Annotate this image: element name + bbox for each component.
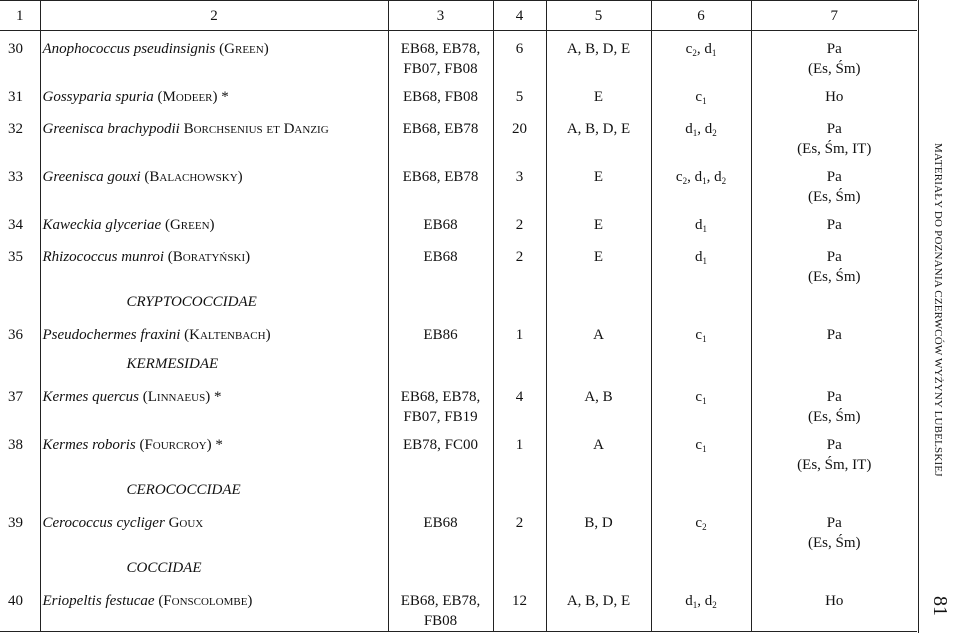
fragments-cell: EB68 [388, 505, 493, 553]
species-name: Anophococcus pseudinsignis [42, 41, 216, 57]
empty-cell [546, 475, 651, 505]
habitat-cell: Pa (Es, Śm) [751, 159, 917, 207]
page-number: 81 [929, 596, 951, 616]
header-cell: 5 [546, 1, 651, 31]
table-row [0, 379, 917, 427]
empty-cell [651, 553, 751, 583]
empty-cell [546, 349, 651, 379]
row-number: 34 [8, 217, 23, 233]
generation-cell: A [546, 427, 651, 475]
species-author: (Fourcroy) * [139, 437, 223, 453]
empty-cell [546, 287, 651, 317]
fragments-cell: EB68, EB78, FB07, FB19 [388, 379, 493, 427]
fragments-cell: EB78, FC00 [388, 427, 493, 475]
count-cell: 3 [493, 159, 546, 207]
development-cell: $c_1$ [651, 79, 751, 111]
family-no-cell [0, 349, 40, 379]
generation-cell: B, D [546, 505, 651, 553]
family-row [0, 475, 917, 505]
table-row [0, 505, 917, 553]
species-cell [40, 31, 388, 80]
header-cell: 2 [40, 1, 388, 31]
species-name: Cerococcus cycliger [42, 515, 165, 531]
species-name: Eriopeltis festucae [42, 593, 155, 609]
generation-cell: E [546, 159, 651, 207]
table-row [0, 79, 917, 111]
generation-cell: A, B, D, E [546, 111, 651, 159]
species-name: Greenisca gouxi [42, 169, 141, 185]
family-row [0, 553, 917, 583]
habitat-cell: Pa (Es, Śm) [751, 379, 917, 427]
development-cell: $c_2$, $d_1$, $d_2$ [651, 159, 751, 207]
count-cell: 1 [493, 427, 546, 475]
species-name: Pseudochermes fraxini [42, 327, 181, 343]
empty-cell [493, 349, 546, 379]
species-name: Gossyparia spuria [42, 89, 154, 105]
habitat-cell: Pa (Es, Śm) [751, 239, 917, 287]
family-name: CEROCOCCIDAE [40, 475, 388, 505]
count-cell: 2 [493, 239, 546, 287]
species-cell [40, 379, 388, 427]
species-author: Goux [168, 515, 204, 531]
species-cell [40, 317, 388, 349]
species-author: (Boratyński) [167, 249, 251, 265]
habitat-cell: Pa [751, 207, 917, 239]
empty-cell [751, 475, 917, 505]
family-name: KERMESIDAE [40, 349, 388, 379]
count-cell: 6 [493, 31, 546, 80]
fragments-cell: EB68 [388, 207, 493, 239]
development-cell: $d_1$ [651, 239, 751, 287]
species-cell [40, 159, 388, 207]
table-row [0, 111, 917, 159]
table-row [0, 239, 917, 287]
habitat-cell: Pa (Es, Śm, IT) [751, 111, 917, 159]
species-cell [40, 427, 388, 475]
row-number: 38 [8, 437, 23, 453]
generation-cell: E [546, 79, 651, 111]
row-number: 30 [8, 41, 23, 57]
species-table-body [0, 1, 917, 632]
habitat-cell: Pa (Es, Śm, IT) [751, 427, 917, 475]
row-number: 40 [0, 583, 40, 632]
empty-cell [388, 553, 493, 583]
species-name: Greenisca brachypodii [42, 121, 180, 137]
header-cell: 1 [0, 1, 40, 31]
empty-cell [388, 287, 493, 317]
development-cell: $d_1$ [651, 207, 751, 239]
species-author: (Linnaeus) * [142, 389, 222, 405]
family-row [0, 349, 917, 379]
table-row [0, 207, 917, 239]
table-row [0, 583, 917, 632]
running-title: MATERIAŁY DO POZNANIA CZERWCÓW WYŻYNY LUBELSKIEJ [932, 143, 944, 477]
generation-cell: A, B, D, E [546, 583, 651, 632]
header-cell: 4 [493, 1, 546, 31]
header-cell: 7 [751, 1, 917, 31]
species-author: (Balachowsky) [144, 169, 243, 185]
development-cell: $c_1$ [651, 317, 751, 349]
empty-cell [751, 349, 917, 379]
species-cell [40, 583, 388, 632]
development-cell: $c_2$, $d_1$ [651, 31, 751, 80]
empty-cell [546, 553, 651, 583]
fragments-cell: EB86 [388, 317, 493, 349]
empty-cell [751, 287, 917, 317]
empty-cell [493, 475, 546, 505]
header-row [0, 1, 917, 31]
species-name: Rhizococcus munroi [42, 249, 165, 265]
family-row [0, 287, 917, 317]
species-cell [40, 111, 388, 159]
species-author: Borchsenius et Danzig [183, 121, 329, 137]
fragments-cell: EB68, EB78, FB07, FB08 [388, 31, 493, 80]
development-cell: $d_1$, $d_2$ [651, 111, 751, 159]
species-cell [40, 505, 388, 553]
fragments-cell: EB68 [388, 239, 493, 287]
count-cell: 5 [493, 79, 546, 111]
family-no-cell [0, 475, 40, 505]
generation-cell: E [546, 207, 651, 239]
count-cell: 20 [493, 111, 546, 159]
empty-cell [388, 349, 493, 379]
habitat-cell: Pa (Es, Śm) [751, 31, 917, 80]
empty-cell [493, 287, 546, 317]
header-cell: 6 [651, 1, 751, 31]
empty-cell [751, 553, 917, 583]
empty-cell [651, 349, 751, 379]
generation-cell: A [546, 317, 651, 349]
row-number: 33 [8, 169, 23, 185]
fragments-cell: EB68, EB78, FB08 [388, 583, 493, 632]
empty-cell [651, 475, 751, 505]
table-row [0, 317, 917, 349]
empty-cell [388, 475, 493, 505]
table-row [0, 427, 917, 475]
fragments-cell: EB68, EB78 [388, 111, 493, 159]
row-number: 37 [8, 389, 23, 405]
development-cell: $c_1$ [651, 427, 751, 475]
row-number: 32 [8, 121, 23, 137]
generation-cell: A, B [546, 379, 651, 427]
row-number: 39 [8, 515, 23, 531]
table-row [0, 159, 917, 207]
development-cell: $c_2$ [651, 505, 751, 553]
count-cell: 4 [493, 379, 546, 427]
generation-cell: E [546, 239, 651, 287]
species-name: Kermes quercus [42, 389, 140, 405]
species-name: Kermes roboris [42, 437, 136, 453]
family-no-cell [0, 553, 40, 583]
development-cell: $c_1$ [651, 379, 751, 427]
count-cell: 12 [493, 583, 546, 632]
species-author: (Green) [164, 217, 215, 233]
species-cell [40, 79, 388, 111]
count-cell: 2 [493, 207, 546, 239]
empty-cell [493, 553, 546, 583]
count-cell: 2 [493, 505, 546, 553]
row-number: 35 [8, 249, 23, 265]
count-cell: 1 [493, 317, 546, 349]
species-author: (Modeer) * [157, 89, 229, 105]
family-no-cell [0, 287, 40, 317]
row-number: 31 [8, 89, 23, 105]
header-cell: 3 [388, 1, 493, 31]
family-name: CRYPTOCOCCIDAE [40, 287, 388, 317]
development-cell: $d_1$, $d_2$ [651, 583, 751, 632]
habitat-cell: Ho [751, 583, 917, 632]
species-author: (Kaltenbach) [184, 327, 271, 343]
row-number: 36 [8, 327, 23, 343]
species-author: (Green) [219, 41, 269, 57]
species-author: (Fonscolombe) [158, 593, 253, 609]
family-name: COCCIDAE [40, 553, 388, 583]
habitat-cell: Pa (Es, Śm) [751, 505, 917, 553]
fragments-cell: EB68, EB78 [388, 159, 493, 207]
fragments-cell: EB68, FB08 [388, 79, 493, 111]
species-cell [40, 239, 388, 287]
habitat-cell: Pa [751, 317, 917, 349]
species-cell [40, 207, 388, 239]
empty-cell [651, 287, 751, 317]
habitat-cell: Ho [751, 79, 917, 111]
table-row [0, 31, 917, 80]
species-name: Kaweckia glyceriae [42, 217, 162, 233]
generation-cell: A, B, D, E [546, 31, 651, 80]
